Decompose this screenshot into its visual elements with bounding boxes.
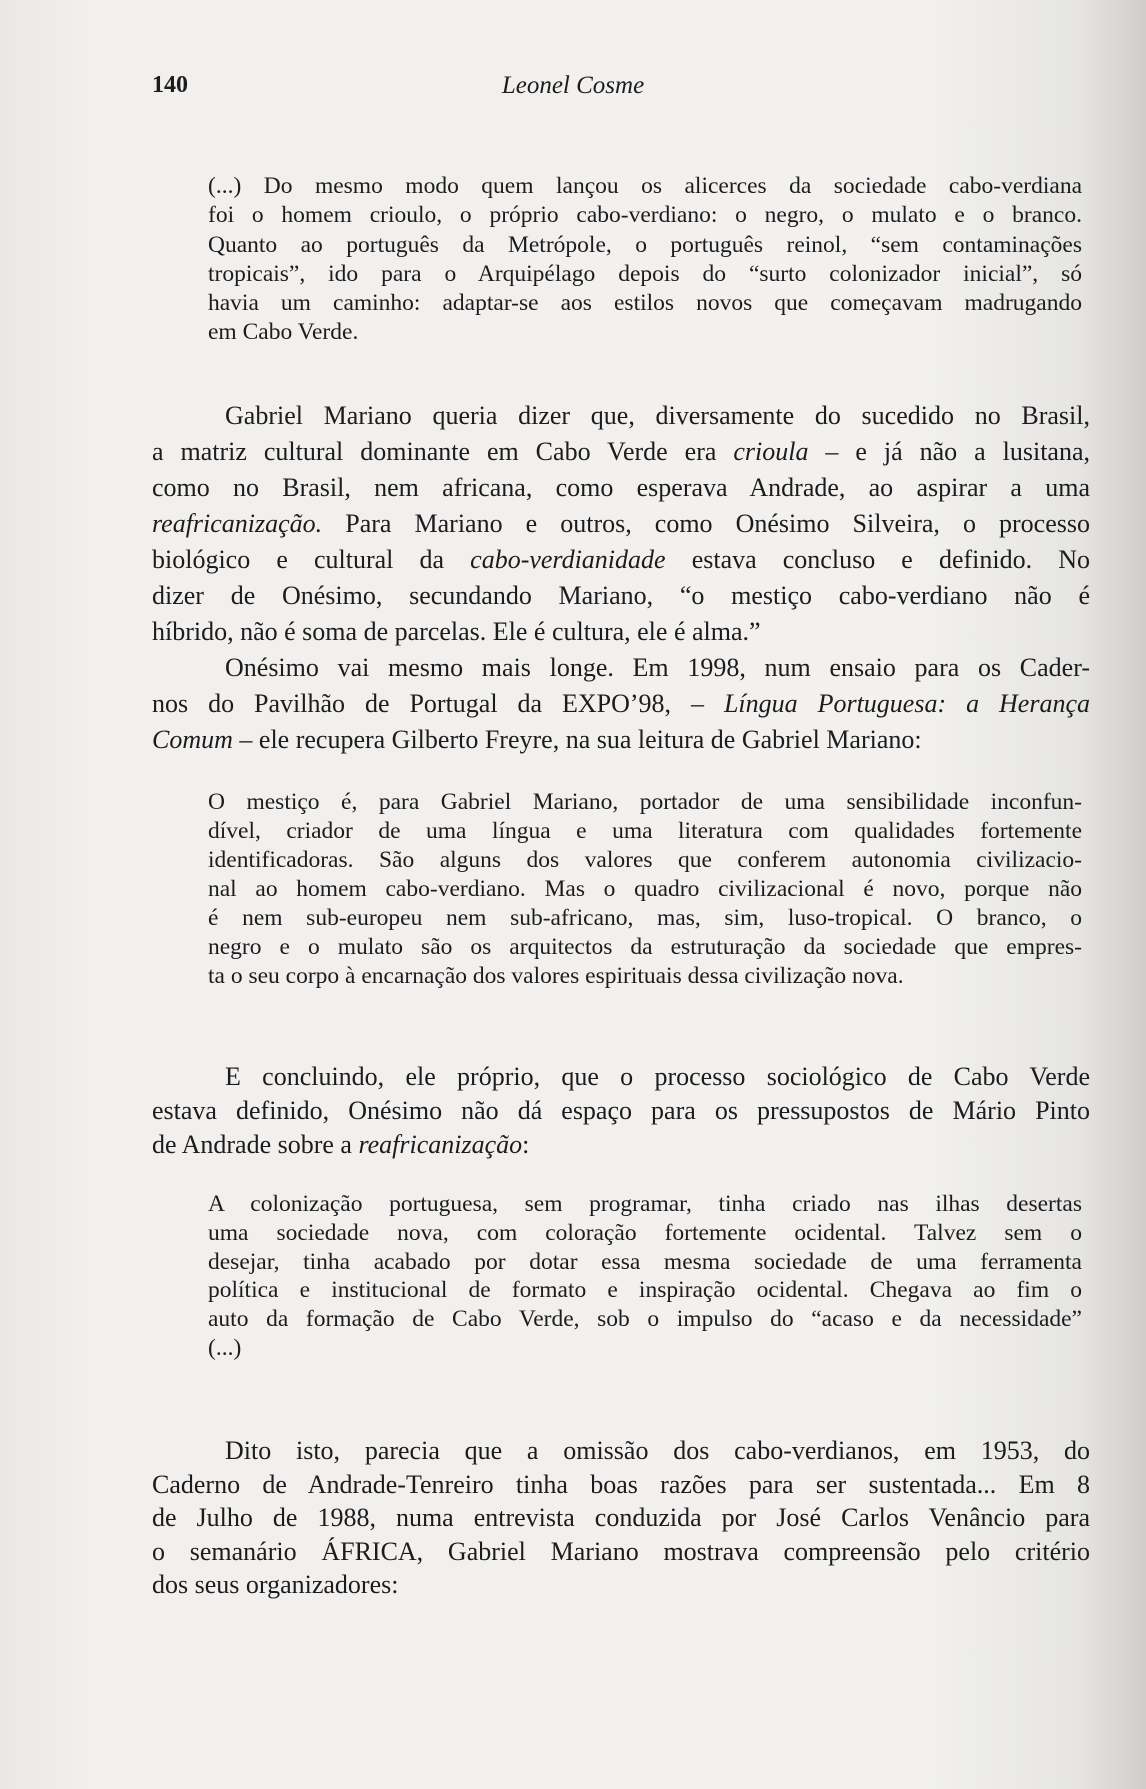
text-run: como no Brasil, nem africana, como esperava Andrade, ao aspirar a uma <box>152 473 1090 502</box>
text-run: E concluindo, ele próprio, que o processo sociológico de Cabo Verde <box>225 1062 1090 1091</box>
text-line <box>152 1060 1090 1094</box>
text-run: nal ao homem cabo-verdiano. Mas o quadro civilizacional é novo, porque não <box>208 876 1082 902</box>
text-line <box>208 1334 1082 1363</box>
italic-text: Comum <box>152 725 233 754</box>
italic-text: Língua Portuguesa: a Herança <box>723 689 1091 718</box>
text-line <box>208 846 1082 875</box>
text-line <box>208 289 1082 318</box>
italic-text: cabo-verdianidade <box>470 545 666 574</box>
paragraph-1 <box>152 398 1090 758</box>
running-head: Leonel Cosme <box>501 72 645 99</box>
text-run: o semanário ÁFRICA, Gabriel Mariano mostrava compreensão pelo critério <box>152 1536 1090 1566</box>
text-line <box>208 201 1082 230</box>
text-run: dizer de Onésimo, secundando Mariano, “o mestiço cabo-verdiano não é <box>152 581 1090 610</box>
text-line <box>152 578 1090 614</box>
text-line <box>208 172 1082 201</box>
text-run: a matriz cultural dominante em Cabo Verde era <box>152 437 734 466</box>
text-line <box>152 650 1090 686</box>
text-line <box>152 542 1090 578</box>
text-run: A colonização portuguesa, sem programar, tinha criado nas ilhas desertas <box>208 1191 1082 1217</box>
paragraph-4 <box>152 1434 1090 1602</box>
text-run: Gabriel Mariano queria dizer que, diversamente do sucedido no Brasil, <box>225 401 1090 430</box>
text-run: Dito isto, parecia que a omissão dos cabo-verdianos, em 1953, do <box>225 1436 1090 1465</box>
text-line <box>208 318 1082 347</box>
text-run: de Andrade sobre a <box>152 1130 359 1159</box>
text-run: – ele recupera Gilberto Freyre, na sua leitura de Gabriel Mariano: <box>232 725 922 754</box>
paragraph-3 <box>152 1060 1090 1162</box>
text-run: Para Mariano e outros, como Onésimo Silveira, o processo <box>322 509 1090 538</box>
text-run: negro e o mulato são os arquitectos da estruturação da sociedade que empres- <box>208 934 1082 960</box>
text-run: desejar, tinha acabado por dotar essa mesma sociedade de uma ferramenta <box>208 1248 1082 1275</box>
text-run: havia um caminho: adaptar-se aos estilos novos que começavam madrugando <box>208 290 1082 317</box>
text-run: de Julho de 1988, numa entrevista conduzida por José Carlos Venâncio para <box>152 1503 1090 1533</box>
italic-text: crioula <box>733 437 809 466</box>
text-run: (...) Do mesmo modo quem lançou os alicerces da sociedade cabo-verdiana <box>208 173 1082 199</box>
text-run: estava definido, Onésimo não dá espaço para os pressupostos de Mário Pinto <box>152 1096 1090 1125</box>
text-line <box>208 875 1082 904</box>
text-run: ta o seu corpo à encarnação dos valores espirituais dessa civilização nova. <box>208 963 904 989</box>
text-line <box>208 904 1082 933</box>
text-line <box>208 1305 1082 1334</box>
text-run: é nem sub-europeu nem sub-africano, mas, sim, luso-tropical. O branco, o <box>208 905 1082 931</box>
text-run: dível, criador de uma língua e uma literatura com qualidades fortemente <box>208 818 1082 844</box>
text-run: Onésimo vai mesmo mais longe. Em 1998, num ensaio para os Cader- <box>225 653 1090 682</box>
text-run: Quanto ao português da Metrópole, o português reinol, “sem contaminações <box>208 231 1082 258</box>
italic-text: reafricanização. <box>152 509 323 538</box>
block-quote-3 <box>208 1190 1082 1363</box>
text-line <box>208 933 1082 962</box>
text-line <box>152 686 1090 722</box>
text-run: uma sociedade nova, com coloração fortemente ocidental. Talvez sem o <box>208 1219 1082 1246</box>
block-quote-1 <box>208 172 1082 348</box>
text-line <box>152 1468 1090 1502</box>
text-line <box>208 260 1082 289</box>
text-run: Caderno de Andrade-Tenreiro tinha boas razões para ser sustentada... Em 8 <box>152 1469 1090 1499</box>
text-run: tropicais”, ido para o Arquipélago depois do “surto colonizador inicial”, só <box>208 260 1082 287</box>
text-run: : <box>522 1130 530 1159</box>
text-line <box>152 434 1090 470</box>
text-run: foi o homem crioulo, o próprio cabo-verdiano: o negro, o mulato e o branco. <box>208 202 1082 229</box>
text-line <box>152 1434 1090 1468</box>
text-line <box>152 1501 1090 1535</box>
text-line <box>152 722 1090 758</box>
text-line <box>208 962 1082 991</box>
text-run: – e já não a lusitana, <box>808 437 1090 466</box>
text-run: biológico e cultural da <box>152 545 471 574</box>
text-line <box>208 231 1082 260</box>
text-run: estava concluso e definido. No <box>665 545 1090 574</box>
text-line <box>208 1248 1082 1277</box>
block-quote-2 <box>208 788 1082 991</box>
text-run: dos seus organizadores: <box>152 1570 399 1600</box>
text-run: O mestiço é, para Gabriel Mariano, portador de uma sensibilidade inconfun- <box>208 789 1082 815</box>
text-line <box>152 1535 1090 1569</box>
text-run: (...) <box>208 1334 242 1361</box>
text-line <box>152 1568 1090 1602</box>
text-line <box>208 788 1082 817</box>
text-line <box>208 1276 1082 1305</box>
text-run: em Cabo Verde. <box>208 319 359 346</box>
text-line <box>208 817 1082 846</box>
text-run: híbrido, não é soma de parcelas. Ele é cultura, ele é alma.” <box>152 617 761 646</box>
text-line <box>152 1094 1090 1128</box>
text-line <box>152 1128 1090 1162</box>
text-line <box>152 506 1090 542</box>
text-run: política e institucional de formato e inspiração ocidental. Chegava ao fim o <box>208 1277 1082 1304</box>
text-line <box>208 1190 1082 1219</box>
text-line <box>152 398 1090 434</box>
text-run: nos do Pavilhão de Portugal da EXPO’98, – <box>152 689 724 718</box>
text-line <box>208 1219 1082 1248</box>
italic-text: reafricanização <box>358 1130 523 1159</box>
text-line <box>152 614 1090 650</box>
page-number: 140 <box>152 72 188 98</box>
text-run: auto da formação de Cabo Verde, sob o impulso do “acaso e da necessidade” <box>208 1306 1082 1333</box>
text-run: identificadoras. São alguns dos valores que conferem autonomia civilizacio- <box>208 847 1082 873</box>
text-line <box>152 470 1090 506</box>
